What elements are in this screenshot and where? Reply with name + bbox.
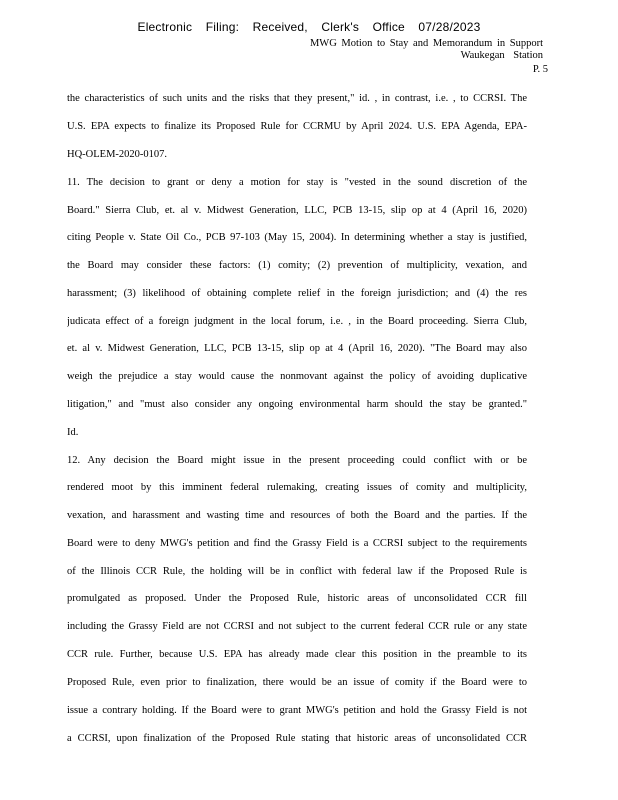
header-title: MWG Motion to Stay and Memorandum in Support bbox=[309, 38, 543, 49]
body-line: of the Illinois CCR Rule, the holding will be in conflict with federal law if the Proposed Rule is bbox=[67, 566, 527, 577]
body-line: litigation," and "must also consider any ongoing environmental harm should the stay be granted." bbox=[67, 399, 527, 410]
body-line: Board." Sierra Club, et. al v. Midwest Generation, LLC, PCB 13-15, slip op at 4 (April 16, 2020) bbox=[67, 205, 527, 216]
body-line: weigh the prejudice a stay would cause the nonmovant against the policy of avoiding duplicative bbox=[67, 371, 527, 382]
document-body bbox=[67, 0, 527, 800]
body-line: citing People v. State Oil Co., PCB 97-103 (May 15, 2004). In determining whether a stay is justified, bbox=[67, 232, 527, 243]
body-line: judicata effect of a foreign judgment in the local forum, i.e. , in the Board proceeding. Sierra Club, bbox=[67, 316, 527, 327]
paragraph-12-start: 12. Any decision the Board might issue in the present proceeding could conflict with or be bbox=[67, 455, 527, 466]
body-line: rendered moot by this imminent federal rulemaking, creating issues of comity and multiplicity, bbox=[67, 482, 527, 493]
filing-stamp: Electronic Filing: Received, Clerk's Office 07/28/2023 bbox=[137, 20, 481, 34]
body-line: CCR rule. Further, because U.S. EPA has already made clear this position in the preamble to its bbox=[67, 649, 527, 660]
body-line: issue a contrary holding. If the Board were to grant MWG's petition and hold the Grassy Field is not bbox=[67, 705, 527, 716]
body-line: including the Grassy Field are not CCRSI and not subject to the current federal CCR rule or any state bbox=[67, 621, 527, 632]
body-line: HQ-OLEM-2020-0107. bbox=[67, 149, 168, 160]
body-line: Board were to deny MWG's petition and find the Grassy Field is a CCRSI subject to the requirements bbox=[67, 538, 527, 549]
body-line: the characteristics of such units and the risks that they present," id. , in contrast, i.e. , to CCRSI. The bbox=[67, 93, 527, 104]
body-line: the Board may consider these factors: (1) comity; (2) prevention of multiplicity, vexation, and bbox=[67, 260, 527, 271]
body-line: Proposed Rule, even prior to finalization, there would be an issue of comity if the Board were to bbox=[67, 677, 527, 688]
body-line: et. al v. Midwest Generation, LLC, PCB 13-15, slip op at 4 (April 16, 2020). "The Board may also bbox=[67, 343, 527, 354]
page-number: P. 5 bbox=[532, 64, 548, 75]
body-line: vexation, and harassment and wasting time and resources of both the Board and the parties. If the bbox=[67, 510, 527, 521]
body-line: U.S. EPA expects to finalize its Proposed Rule for CCRMU by April 2024. U.S. EPA Agenda, EPA- bbox=[67, 121, 527, 132]
header-station: Waukegan Station bbox=[460, 50, 543, 61]
body-line: Id. bbox=[67, 427, 79, 438]
body-line: a CCRSI, upon finalization of the Proposed Rule stating that historic areas of unconsolidated CCR bbox=[67, 733, 527, 744]
paragraph-11-start: 11. The decision to grant or deny a motion for stay is "vested in the sound discretion of the bbox=[67, 177, 527, 188]
body-line: promulgated as proposed. Under the Proposed Rule, historic areas of unconsolidated CCR fill bbox=[67, 593, 527, 604]
body-line: harassment; (3) likelihood of obtaining complete relief in the foreign jurisdiction; and (4) the res bbox=[67, 288, 527, 299]
